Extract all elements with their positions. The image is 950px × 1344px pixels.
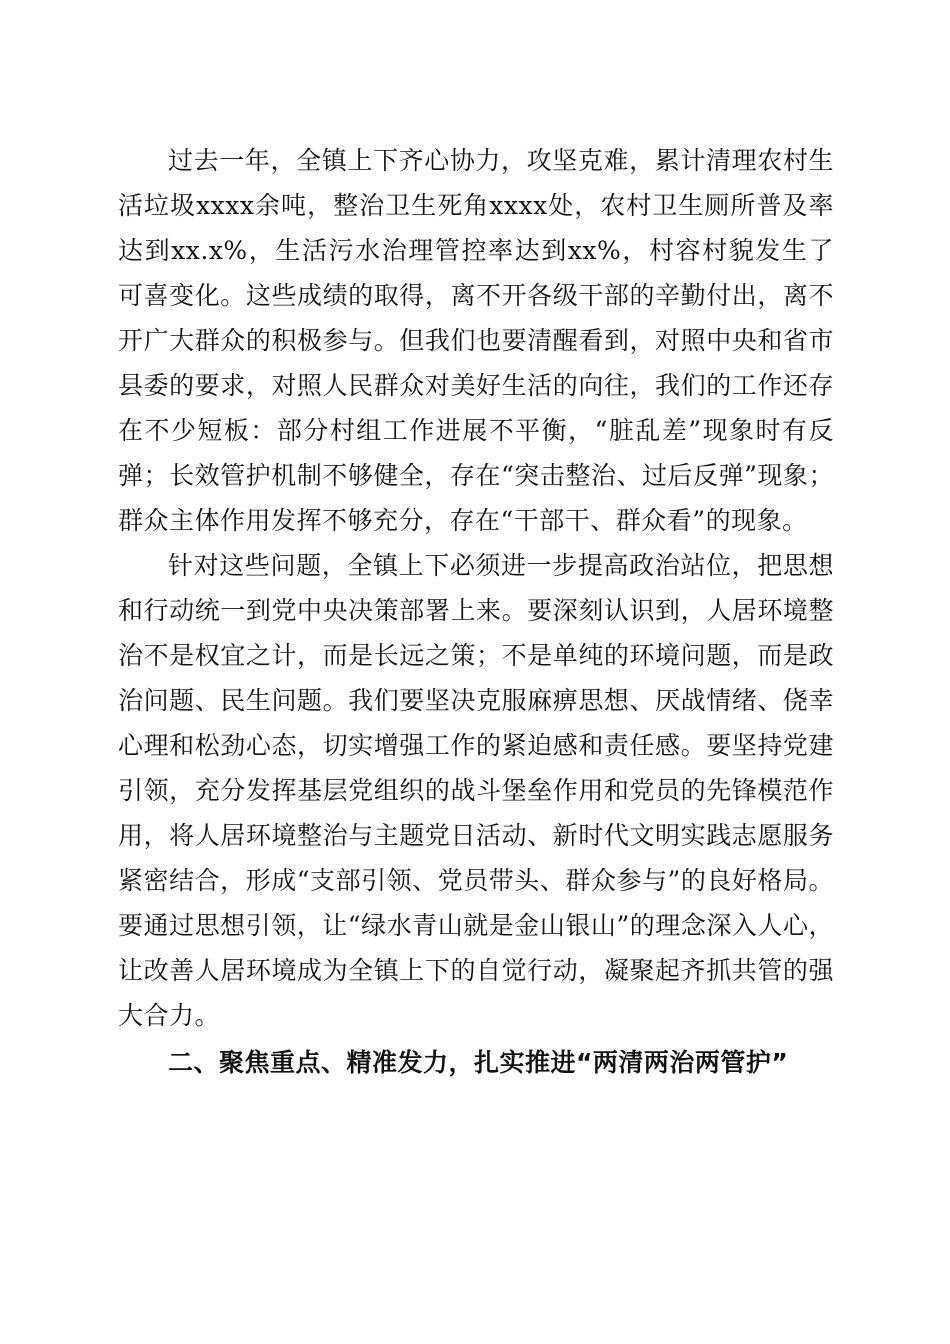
paragraph-requirements: 针对这些问题，全镇上下必须进一步提高政治站位，把思想和行动统一到党中央决策部署上来。要深刻认识到，人居环境整治不是权宜之计，而是长远之策；不是单纯的环境问题，而是政治问题、民生问题。我们要坚决克服麻痹思想、厌战情绪、侥幸心理和松劲心态，切实增强工作的紧迫感和责任感。要坚持党建引领，充分发挥基层党组织的战斗堡垒作用和党员的先锋模范作用，将人居环境整治与主题党日活动、新时代文明实践志愿服务紧密结合，形成“支部引领、党员带头、群众参与”的良好格局。要通过思想引领，让“绿水青山就是金山银山”的理念深入人心，让改善人居环境成为全镇上下的自觉行动，凝聚起齐抓共管的强大合力。 — [118, 551, 834, 1030]
section-heading: 二、聚焦重点、精准发力，扎实推进“两清两治两管护” — [168, 1048, 789, 1077]
document-body — [118, 138, 834, 1085]
paragraph-achievements: 过去一年，全镇上下齐心协力，攻坚克难，累计清理农村生活垃圾xxxx余吨，整治卫生死角xxxx处，农村卫生厕所普及率达到xx.x%，生活污水治理管控率达到xx%，村容村貌发生了可喜变化。这些成绩的取得，离不开各级干部的辛勤付出，离不开广大群众的积极参与。但我们也要清醒看到，对照中央和省市县委的要求，对照人民群众对美好生活的向往，我们的工作还存在不少短板：部分村组工作进展不平衡，“脏乱差”现象时有反弹；长效管护机制不够健全，存在“突击整治、过后反弹”现象；群众主体作用发挥不够充分，存在“干部干、群众看”的现象。 — [118, 146, 834, 535]
